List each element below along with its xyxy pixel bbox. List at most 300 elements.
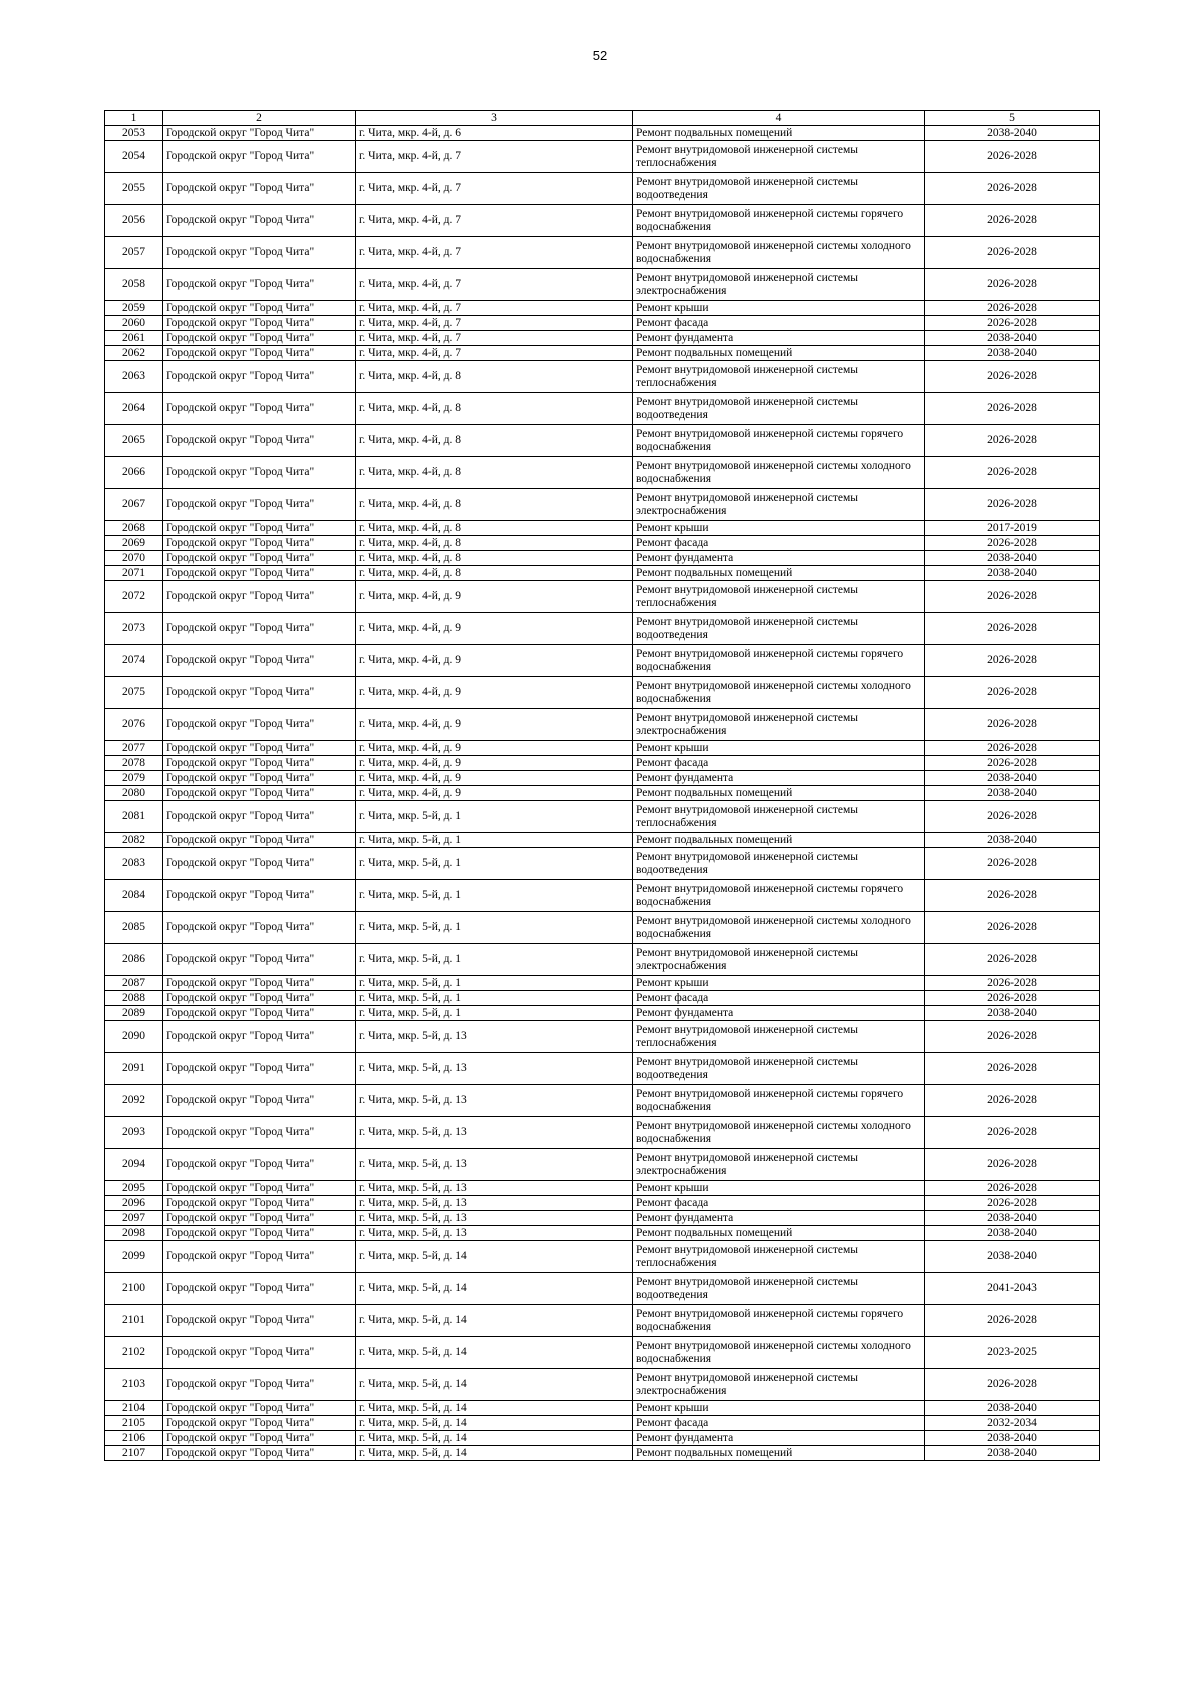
address-cell: г. Чита, мкр. 4-й, д. 8 [356, 489, 633, 521]
row-number-cell: 2078 [105, 756, 163, 771]
column-number-row [105, 111, 1100, 126]
period-cell: 2026-2028 [925, 489, 1100, 521]
municipality-cell: Городской округ "Город Чита" [163, 677, 356, 709]
address-cell: г. Чита, мкр. 5-й, д. 13 [356, 1226, 633, 1241]
work-type-cell: Ремонт подвальных помещений [633, 1226, 925, 1241]
work-type-cell: Ремонт внутридомовой инженерной системы теплоснабжения [633, 581, 925, 613]
row-number-cell: 2076 [105, 709, 163, 741]
work-type-cell: Ремонт фундамента [633, 331, 925, 346]
municipality-cell: Городской округ "Город Чита" [163, 645, 356, 677]
period-cell: 2026-2028 [925, 1196, 1100, 1211]
table-row [105, 613, 1100, 645]
table-row [105, 741, 1100, 756]
work-type-cell: Ремонт внутридомовой инженерной системы электроснабжения [633, 709, 925, 741]
municipality-cell: Городской округ "Город Чита" [163, 1401, 356, 1416]
period-cell: 2038-2040 [925, 833, 1100, 848]
table-row [105, 976, 1100, 991]
period-cell: 2038-2040 [925, 346, 1100, 361]
table-row [105, 1053, 1100, 1085]
period-cell: 2038-2040 [925, 1401, 1100, 1416]
work-type-cell: Ремонт внутридомовой инженерной системы холодного водоснабжения [633, 912, 925, 944]
municipality-cell: Городской округ "Город Чита" [163, 833, 356, 848]
table-row [105, 786, 1100, 801]
row-number-cell: 2080 [105, 786, 163, 801]
work-type-cell: Ремонт внутридомовой инженерной системы горячего водоснабжения [633, 425, 925, 457]
period-cell: 2026-2028 [925, 393, 1100, 425]
work-type-cell: Ремонт внутридомовой инженерной системы горячего водоснабжения [633, 1085, 925, 1117]
work-type-cell: Ремонт подвальных помещений [633, 566, 925, 581]
work-type-cell: Ремонт фундамента [633, 1211, 925, 1226]
address-cell: г. Чита, мкр. 4-й, д. 7 [356, 346, 633, 361]
table-row [105, 141, 1100, 173]
row-number-cell: 2091 [105, 1053, 163, 1085]
municipality-cell: Городской округ "Город Чита" [163, 880, 356, 912]
row-number-cell: 2090 [105, 1021, 163, 1053]
municipality-cell: Городской округ "Город Чита" [163, 1273, 356, 1305]
address-cell: г. Чита, мкр. 4-й, д. 8 [356, 361, 633, 393]
table-row [105, 173, 1100, 205]
work-type-cell: Ремонт внутридомовой инженерной системы электроснабжения [633, 489, 925, 521]
row-number-cell: 2056 [105, 205, 163, 237]
address-cell: г. Чита, мкр. 5-й, д. 1 [356, 848, 633, 880]
table-row [105, 645, 1100, 677]
period-cell: 2026-2028 [925, 1021, 1100, 1053]
address-cell: г. Чита, мкр. 4-й, д. 8 [356, 393, 633, 425]
address-cell: г. Чита, мкр. 5-й, д. 1 [356, 944, 633, 976]
work-type-cell: Ремонт фундамента [633, 771, 925, 786]
table-row [105, 1369, 1100, 1401]
row-number-cell: 2072 [105, 581, 163, 613]
row-number-cell: 2106 [105, 1431, 163, 1446]
row-number-cell: 2085 [105, 912, 163, 944]
row-number-cell: 2096 [105, 1196, 163, 1211]
address-cell: г. Чита, мкр. 5-й, д. 1 [356, 976, 633, 991]
table-row [105, 1181, 1100, 1196]
work-type-cell: Ремонт фасада [633, 756, 925, 771]
municipality-cell: Городской округ "Город Чита" [163, 551, 356, 566]
period-cell: 2026-2028 [925, 991, 1100, 1006]
table-row [105, 1431, 1100, 1446]
row-number-cell: 2068 [105, 521, 163, 536]
municipality-cell: Городской округ "Город Чита" [163, 709, 356, 741]
work-type-cell: Ремонт внутридомовой инженерной системы холодного водоснабжения [633, 1337, 925, 1369]
row-number-cell: 2074 [105, 645, 163, 677]
table-row [105, 756, 1100, 771]
period-cell: 2038-2040 [925, 1226, 1100, 1241]
work-type-cell: Ремонт внутридомовой инженерной системы горячего водоснабжения [633, 645, 925, 677]
municipality-cell: Городской округ "Город Чита" [163, 1369, 356, 1401]
work-type-cell: Ремонт крыши [633, 1181, 925, 1196]
municipality-cell: Городской округ "Город Чита" [163, 566, 356, 581]
table-row [105, 457, 1100, 489]
table-row [105, 1241, 1100, 1273]
table-row [105, 1226, 1100, 1241]
municipality-cell: Городской округ "Город Чита" [163, 1337, 356, 1369]
period-cell: 2038-2040 [925, 771, 1100, 786]
row-number-cell: 2053 [105, 126, 163, 141]
row-number-cell: 2101 [105, 1305, 163, 1337]
period-cell: 2038-2040 [925, 566, 1100, 581]
period-cell: 2026-2028 [925, 1149, 1100, 1181]
address-cell: г. Чита, мкр. 5-й, д. 14 [356, 1431, 633, 1446]
period-cell: 2038-2040 [925, 1211, 1100, 1226]
table-row [105, 581, 1100, 613]
row-number-cell: 2057 [105, 237, 163, 269]
work-type-cell: Ремонт внутридомовой инженерной системы электроснабжения [633, 944, 925, 976]
address-cell: г. Чита, мкр. 5-й, д. 14 [356, 1273, 633, 1305]
table-row [105, 126, 1100, 141]
address-cell: г. Чита, мкр. 4-й, д. 9 [356, 786, 633, 801]
row-number-cell: 2055 [105, 173, 163, 205]
address-cell: г. Чита, мкр. 5-й, д. 13 [356, 1196, 633, 1211]
work-type-cell: Ремонт фасада [633, 1196, 925, 1211]
work-type-cell: Ремонт внутридомовой инженерной системы холодного водоснабжения [633, 677, 925, 709]
period-cell: 2038-2040 [925, 551, 1100, 566]
address-cell: г. Чита, мкр. 4-й, д. 9 [356, 709, 633, 741]
period-cell: 2026-2028 [925, 361, 1100, 393]
work-type-cell: Ремонт внутридомовой инженерной системы горячего водоснабжения [633, 1305, 925, 1337]
period-cell: 2026-2028 [925, 581, 1100, 613]
row-number-cell: 2066 [105, 457, 163, 489]
period-cell: 2038-2040 [925, 786, 1100, 801]
work-type-cell: Ремонт внутридомовой инженерной системы водоотведения [633, 613, 925, 645]
address-cell: г. Чита, мкр. 4-й, д. 7 [356, 141, 633, 173]
table-row [105, 833, 1100, 848]
address-cell: г. Чита, мкр. 5-й, д. 1 [356, 880, 633, 912]
column-header: 5 [925, 111, 1100, 126]
row-number-cell: 2092 [105, 1085, 163, 1117]
municipality-cell: Городской округ "Город Чита" [163, 944, 356, 976]
row-number-cell: 2094 [105, 1149, 163, 1181]
column-header: 4 [633, 111, 925, 126]
address-cell: г. Чита, мкр. 4-й, д. 7 [356, 237, 633, 269]
table-row [105, 1085, 1100, 1117]
municipality-cell: Городской округ "Город Чита" [163, 1305, 356, 1337]
row-number-cell: 2097 [105, 1211, 163, 1226]
work-type-cell: Ремонт внутридомовой инженерной системы теплоснабжения [633, 1021, 925, 1053]
municipality-cell: Городской округ "Город Чита" [163, 613, 356, 645]
period-cell: 2026-2028 [925, 141, 1100, 173]
address-cell: г. Чита, мкр. 5-й, д. 13 [356, 1149, 633, 1181]
period-cell: 2032-2034 [925, 1416, 1100, 1431]
work-type-cell: Ремонт фасада [633, 536, 925, 551]
table-row [105, 269, 1100, 301]
period-cell: 2026-2028 [925, 237, 1100, 269]
table-row [105, 1006, 1100, 1021]
table-row [105, 301, 1100, 316]
table-row [105, 346, 1100, 361]
municipality-cell: Городской округ "Город Чита" [163, 205, 356, 237]
table-row [105, 1149, 1100, 1181]
municipality-cell: Городской округ "Город Чита" [163, 1446, 356, 1461]
table-row [105, 331, 1100, 346]
period-cell: 2026-2028 [925, 1053, 1100, 1085]
work-type-cell: Ремонт фундамента [633, 1006, 925, 1021]
row-number-cell: 2069 [105, 536, 163, 551]
address-cell: г. Чита, мкр. 4-й, д. 9 [356, 771, 633, 786]
address-cell: г. Чита, мкр. 4-й, д. 8 [356, 566, 633, 581]
address-cell: г. Чита, мкр. 5-й, д. 13 [356, 1117, 633, 1149]
table-row [105, 551, 1100, 566]
page-number: 52 [592, 48, 608, 63]
municipality-cell: Городской округ "Город Чита" [163, 801, 356, 833]
table-row [105, 991, 1100, 1006]
period-cell: 2026-2028 [925, 1117, 1100, 1149]
work-type-cell: Ремонт внутридомовой инженерной системы горячего водоснабжения [633, 880, 925, 912]
table-row [105, 1401, 1100, 1416]
municipality-cell: Городской округ "Город Чита" [163, 331, 356, 346]
work-type-cell: Ремонт подвальных помещений [633, 833, 925, 848]
table-row [105, 361, 1100, 393]
address-cell: г. Чита, мкр. 4-й, д. 9 [356, 645, 633, 677]
municipality-cell: Городской округ "Город Чита" [163, 269, 356, 301]
address-cell: г. Чита, мкр. 4-й, д. 8 [356, 425, 633, 457]
address-cell: г. Чита, мкр. 4-й, д. 7 [356, 205, 633, 237]
address-cell: г. Чита, мкр. 4-й, д. 8 [356, 551, 633, 566]
row-number-cell: 2089 [105, 1006, 163, 1021]
municipality-cell: Городской округ "Город Чита" [163, 536, 356, 551]
work-type-cell: Ремонт внутридомовой инженерной системы горячего водоснабжения [633, 205, 925, 237]
table-row [105, 1305, 1100, 1337]
period-cell: 2026-2028 [925, 709, 1100, 741]
row-number-cell: 2103 [105, 1369, 163, 1401]
municipality-cell: Городской округ "Город Чита" [163, 1021, 356, 1053]
municipality-cell: Городской округ "Город Чита" [163, 1241, 356, 1273]
period-cell: 2026-2028 [925, 880, 1100, 912]
table-row [105, 1021, 1100, 1053]
period-cell: 2026-2028 [925, 1369, 1100, 1401]
row-number-cell: 2077 [105, 741, 163, 756]
municipality-cell: Городской округ "Город Чита" [163, 771, 356, 786]
period-cell: 2038-2040 [925, 1241, 1100, 1273]
work-type-cell: Ремонт фундамента [633, 551, 925, 566]
table-row [105, 912, 1100, 944]
row-number-cell: 2098 [105, 1226, 163, 1241]
period-cell: 2026-2028 [925, 613, 1100, 645]
period-cell: 2026-2028 [925, 756, 1100, 771]
row-number-cell: 2062 [105, 346, 163, 361]
row-number-cell: 2084 [105, 880, 163, 912]
table-row [105, 1337, 1100, 1369]
table-row [105, 237, 1100, 269]
table-row [105, 709, 1100, 741]
period-cell: 2026-2028 [925, 1181, 1100, 1196]
municipality-cell: Городской округ "Город Чита" [163, 489, 356, 521]
work-type-cell: Ремонт внутридомовой инженерной системы теплоснабжения [633, 801, 925, 833]
work-type-cell: Ремонт подвальных помещений [633, 346, 925, 361]
row-number-cell: 2086 [105, 944, 163, 976]
work-type-cell: Ремонт внутридомовой инженерной системы теплоснабжения [633, 361, 925, 393]
column-header: 1 [105, 111, 163, 126]
row-number-cell: 2104 [105, 1401, 163, 1416]
municipality-cell: Городской округ "Город Чита" [163, 1196, 356, 1211]
municipality-cell: Городской округ "Город Чита" [163, 361, 356, 393]
row-number-cell: 2063 [105, 361, 163, 393]
table-row [105, 1211, 1100, 1226]
work-type-cell: Ремонт внутридомовой инженерной системы электроснабжения [633, 1149, 925, 1181]
row-number-cell: 2059 [105, 301, 163, 316]
table-row [105, 536, 1100, 551]
municipality-cell: Городской округ "Город Чита" [163, 976, 356, 991]
municipality-cell: Городской округ "Город Чита" [163, 1053, 356, 1085]
row-number-cell: 2095 [105, 1181, 163, 1196]
work-type-cell: Ремонт внутридомовой инженерной системы холодного водоснабжения [633, 237, 925, 269]
municipality-cell: Городской округ "Город Чита" [163, 237, 356, 269]
row-number-cell: 2060 [105, 316, 163, 331]
row-number-cell: 2054 [105, 141, 163, 173]
work-type-cell: Ремонт внутридомовой инженерной системы водоотведения [633, 393, 925, 425]
address-cell: г. Чита, мкр. 4-й, д. 9 [356, 613, 633, 645]
work-type-cell: Ремонт подвальных помещений [633, 786, 925, 801]
row-number-cell: 2102 [105, 1337, 163, 1369]
table-row [105, 848, 1100, 880]
municipality-cell: Городской округ "Город Чита" [163, 1211, 356, 1226]
municipality-cell: Городской округ "Город Чита" [163, 316, 356, 331]
table-row [105, 771, 1100, 786]
period-cell: 2038-2040 [925, 1446, 1100, 1461]
column-header: 2 [163, 111, 356, 126]
period-cell: 2026-2028 [925, 976, 1100, 991]
row-number-cell: 2087 [105, 976, 163, 991]
period-cell: 2038-2040 [925, 126, 1100, 141]
period-cell: 2026-2028 [925, 536, 1100, 551]
municipality-cell: Городской округ "Город Чита" [163, 786, 356, 801]
period-cell: 2026-2028 [925, 269, 1100, 301]
address-cell: г. Чита, мкр. 5-й, д. 1 [356, 801, 633, 833]
period-cell: 2026-2028 [925, 457, 1100, 489]
row-number-cell: 2073 [105, 613, 163, 645]
work-type-cell: Ремонт фасада [633, 991, 925, 1006]
address-cell: г. Чита, мкр. 4-й, д. 7 [356, 269, 633, 301]
period-cell: 2026-2028 [925, 912, 1100, 944]
period-cell: 2038-2040 [925, 1006, 1100, 1021]
address-cell: г. Чита, мкр. 5-й, д. 13 [356, 1053, 633, 1085]
work-type-cell: Ремонт фасада [633, 1416, 925, 1431]
work-type-cell: Ремонт внутридомовой инженерной системы теплоснабжения [633, 141, 925, 173]
address-cell: г. Чита, мкр. 4-й, д. 9 [356, 741, 633, 756]
address-cell: г. Чита, мкр. 4-й, д. 6 [356, 126, 633, 141]
period-cell: 2026-2028 [925, 1085, 1100, 1117]
work-type-cell: Ремонт крыши [633, 741, 925, 756]
address-cell: г. Чита, мкр. 5-й, д. 1 [356, 991, 633, 1006]
row-number-cell: 2061 [105, 331, 163, 346]
table-row [105, 944, 1100, 976]
table-row [105, 1273, 1100, 1305]
work-type-cell: Ремонт внутридомовой инженерной системы теплоснабжения [633, 1241, 925, 1273]
period-cell: 2026-2028 [925, 301, 1100, 316]
row-number-cell: 2083 [105, 848, 163, 880]
work-type-cell: Ремонт фасада [633, 316, 925, 331]
row-number-cell: 2099 [105, 1241, 163, 1273]
table-row [105, 205, 1100, 237]
address-cell: г. Чита, мкр. 5-й, д. 1 [356, 912, 633, 944]
period-cell: 2026-2028 [925, 645, 1100, 677]
row-number-cell: 2107 [105, 1446, 163, 1461]
address-cell: г. Чита, мкр. 5-й, д. 13 [356, 1181, 633, 1196]
row-number-cell: 2071 [105, 566, 163, 581]
table-row [105, 801, 1100, 833]
row-number-cell: 2105 [105, 1416, 163, 1431]
period-cell: 2026-2028 [925, 741, 1100, 756]
table-row [105, 521, 1100, 536]
row-number-cell: 2064 [105, 393, 163, 425]
work-type-cell: Ремонт подвальных помещений [633, 1446, 925, 1461]
period-cell: 2038-2040 [925, 1431, 1100, 1446]
row-number-cell: 2075 [105, 677, 163, 709]
work-type-cell: Ремонт внутридомовой инженерной системы электроснабжения [633, 269, 925, 301]
work-type-cell: Ремонт крыши [633, 301, 925, 316]
work-type-cell: Ремонт внутридомовой инженерной системы водоотведения [633, 1273, 925, 1305]
address-cell: г. Чита, мкр. 5-й, д. 13 [356, 1085, 633, 1117]
municipality-cell: Городской округ "Город Чита" [163, 1431, 356, 1446]
address-cell: г. Чита, мкр. 5-й, д. 13 [356, 1211, 633, 1226]
table-body [105, 111, 1100, 1461]
municipality-cell: Городской округ "Город Чита" [163, 581, 356, 613]
work-type-cell: Ремонт внутридомовой инженерной системы водоотведения [633, 173, 925, 205]
work-type-cell: Ремонт крыши [633, 976, 925, 991]
table-row [105, 1117, 1100, 1149]
address-cell: г. Чита, мкр. 4-й, д. 7 [356, 316, 633, 331]
municipality-cell: Городской округ "Город Чита" [163, 346, 356, 361]
table-row [105, 425, 1100, 457]
address-cell: г. Чита, мкр. 5-й, д. 14 [356, 1401, 633, 1416]
table-row [105, 1416, 1100, 1431]
table-row [105, 880, 1100, 912]
table-row [105, 677, 1100, 709]
address-cell: г. Чита, мкр. 5-й, д. 14 [356, 1416, 633, 1431]
period-cell: 2026-2028 [925, 173, 1100, 205]
row-number-cell: 2070 [105, 551, 163, 566]
address-cell: г. Чита, мкр. 4-й, д. 9 [356, 756, 633, 771]
municipality-cell: Городской округ "Город Чита" [163, 173, 356, 205]
row-number-cell: 2082 [105, 833, 163, 848]
repair-schedule-table [104, 110, 1100, 1461]
address-cell: г. Чита, мкр. 5-й, д. 14 [356, 1305, 633, 1337]
row-number-cell: 2065 [105, 425, 163, 457]
address-cell: г. Чита, мкр. 5-й, д. 14 [356, 1241, 633, 1273]
municipality-cell: Городской округ "Город Чита" [163, 457, 356, 489]
table-row [105, 1446, 1100, 1461]
address-cell: г. Чита, мкр. 5-й, д. 14 [356, 1446, 633, 1461]
column-header: 3 [356, 111, 633, 126]
address-cell: г. Чита, мкр. 5-й, д. 1 [356, 1006, 633, 1021]
municipality-cell: Городской округ "Город Чита" [163, 741, 356, 756]
work-type-cell: Ремонт крыши [633, 1401, 925, 1416]
municipality-cell: Городской округ "Город Чита" [163, 1416, 356, 1431]
row-number-cell: 2100 [105, 1273, 163, 1305]
period-cell: 2026-2028 [925, 425, 1100, 457]
municipality-cell: Городской округ "Город Чита" [163, 1149, 356, 1181]
period-cell: 2026-2028 [925, 944, 1100, 976]
municipality-cell: Городской округ "Город Чита" [163, 141, 356, 173]
table-row [105, 393, 1100, 425]
address-cell: г. Чита, мкр. 4-й, д. 7 [356, 173, 633, 205]
municipality-cell: Городской округ "Город Чита" [163, 1226, 356, 1241]
address-cell: г. Чита, мкр. 4-й, д. 8 [356, 536, 633, 551]
address-cell: г. Чита, мкр. 5-й, д. 14 [356, 1369, 633, 1401]
address-cell: г. Чита, мкр. 4-й, д. 9 [356, 677, 633, 709]
period-cell: 2023-2025 [925, 1337, 1100, 1369]
municipality-cell: Городской округ "Город Чита" [163, 991, 356, 1006]
row-number-cell: 2079 [105, 771, 163, 786]
address-cell: г. Чита, мкр. 5-й, д. 1 [356, 833, 633, 848]
period-cell: 2041-2043 [925, 1273, 1100, 1305]
row-number-cell: 2058 [105, 269, 163, 301]
work-type-cell: Ремонт внутридомовой инженерной системы электроснабжения [633, 1369, 925, 1401]
municipality-cell: Городской округ "Город Чита" [163, 1006, 356, 1021]
row-number-cell: 2093 [105, 1117, 163, 1149]
work-type-cell: Ремонт подвальных помещений [633, 126, 925, 141]
